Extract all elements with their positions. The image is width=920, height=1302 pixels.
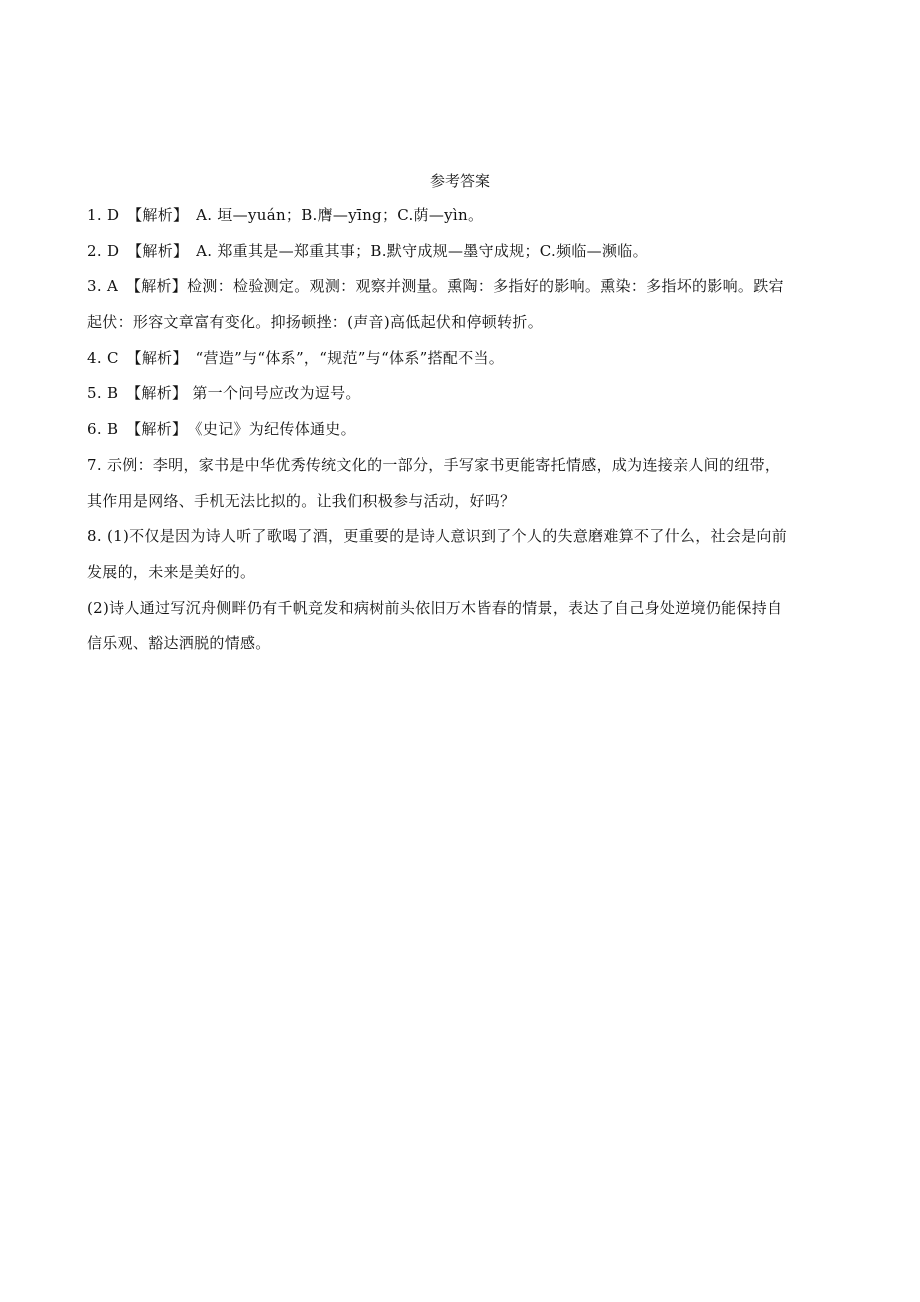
answer-8-1: 8. (1)不仅是因为诗人听了歌喝了酒，更重要的是诗人意识到了个人的失意磨难算不了什么，社会是向前 bbox=[87, 527, 788, 546]
answer-3: 3. A 【解析】检测：检验测定。观测：观察并测量。熏陶：多指好的影响。熏染：多指坏的影响。跌宕 bbox=[87, 277, 784, 296]
answer-6: 6. B 【解析】 《史记》为纪传体通史。 bbox=[87, 420, 356, 439]
answer-4: 4. C 【解析】 “营造”与“体系”，“规范”与“体系”搭配不当。 bbox=[87, 348, 505, 367]
answer-2: 2. D 【解析】 A. 郑重其是—郑重其事；B.默守成规—墨守成规；C.频临—濒临。 bbox=[87, 241, 648, 260]
answer-list bbox=[87, 204, 847, 668]
answer-7: 7. 示例：李明，家书是中华优秀传统文化的一部分，手写家书更能寄托情感，成为连接亲人间的纽带， bbox=[87, 455, 781, 474]
answer-8-1-cont: 发展的，未来是美好的。 bbox=[87, 562, 256, 581]
answer-5: 5. B 【解析】 第一个问号应改为逗号。 bbox=[87, 384, 361, 403]
answer-1: 1. D 【解析】 A. 垣—yuán；B.膺—yīng；C.荫—yìn。 bbox=[87, 206, 484, 224]
answer-7-cont: 其作用是网络、手机无法比拟的。让我们积极参与活动，好吗？ bbox=[87, 491, 516, 510]
answer-8-2-cont: 信乐观、豁达洒脱的情感。 bbox=[87, 634, 271, 653]
page-title: 参考答案 bbox=[429, 172, 490, 190]
answer-8-2: (2)诗人通过写沉舟侧畔仍有千帆竞发和病树前头依旧万木皆春的情景，表达了自己身处逆境仍能保持自 bbox=[87, 598, 783, 617]
answer-3-cont: 起伏：形容文章富有变化。抑扬顿挫：(声音)高低起伏和停顿转折。 bbox=[87, 313, 544, 332]
